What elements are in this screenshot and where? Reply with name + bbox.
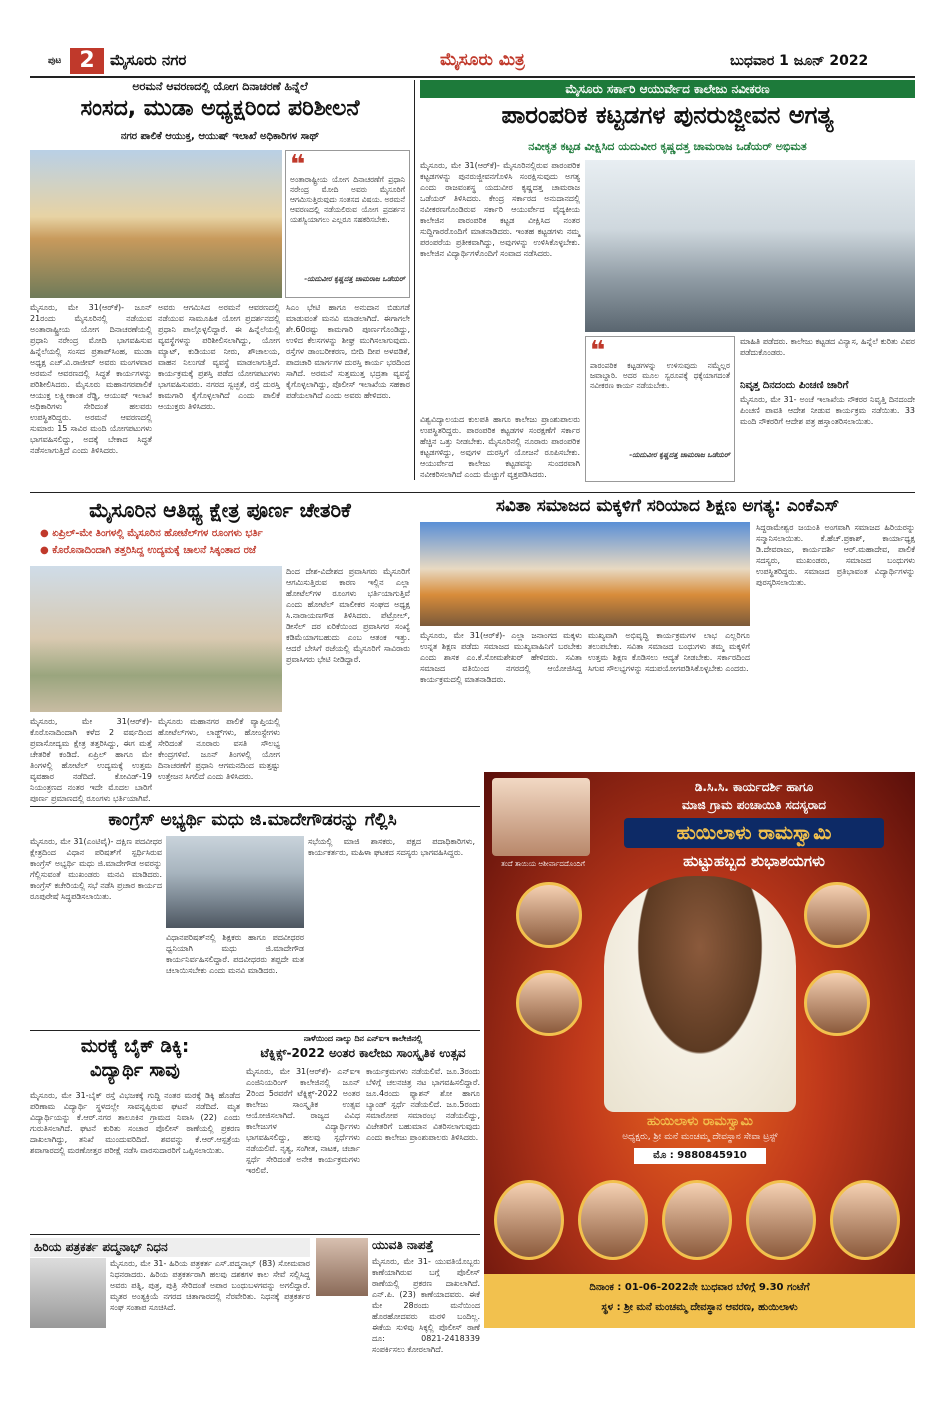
story1-quote-text: ಅಂತಾರಾಷ್ಟ್ರೀಯ ಯೋಗ ದಿನಾಚರಣೆಗೆ ಪ್ರಧಾನಿ ನರೇಂದ್ರ ಮೋದಿ ಅವರು ಮೈಸೂರಿಗೆ ಆಗಮಿಸುತ್ತಿರುವುದು ಸಂತಸದ ವಿಷಯ. ಅರಮನೆ ಆವರಣದಲ್ಲಿ ನಡೆಯಲಿರುವ ಯೋಗ ಪ್ರದರ್ಶನ ಯಶಸ್ವಿಯಾಗಲು ಎಲ್ಲರೂ ಸಹಕರಿಸಬೇಕು.: [290, 175, 405, 224]
story6-headline-line1: ಮರಕ್ಕೆ ಬೈಕ್ ಡಿಕ್ಕಿ:: [80, 1036, 190, 1057]
ad-supporter-photo: [662, 1180, 732, 1260]
masthead: [30, 48, 915, 74]
story2-quote-text: ಪಾರಂಪರಿಕ ಕಟ್ಟಡಗಳನ್ನು ಉಳಿಸುವುದು ನಮ್ಮೆಲ್ಲರ ಜವಾಬ್ದಾರಿ. ಅದರ ಮೂಲ ಸ್ವರೂಪಕ್ಕೆ ಧಕ್ಕೆಯಾಗದಂತೆ ನವೀಕರಣ ಕಾರ್ಯ ನಡೆಯಬೇಕು.: [590, 361, 730, 390]
story1-body-col3: ಸಿಎಂ ಭೇಟಿ ಹಾಗೂ ಅನುದಾನ ಬಿಡುಗಡೆ ಮಾಡುವಂತೆ ಮನವಿ ಮಾಡಲಾಗಿದೆ. ಈಗಾಗಲೇ ಶೇ.60ರಷ್ಟು ಕಾಮಗಾರಿ ಪೂರ್ಣಗೊಂಡಿದ್ದು, ಉಳಿದ ಕೆಲಸಗಳನ್ನು ಶೀಘ್ರ ಮುಗಿಸಲಾಗುವುದು. ರಸ್ತೆಗಳ ಡಾಂಬರೀಕರಣ, ಬೀದಿ ದೀಪ ಅಳವಡಿಕೆ, ಪಾದಚಾರಿ ಮಾರ್ಗಗಳ ದುರಸ್ತಿ ಕಾರ್ಯ ಭರದಿಂದ ಸಾಗಿದೆ. ಅರಮನೆ ಸುತ್ತಮುತ್ತ ಭದ್ರತಾ ವ್ಯವಸ್ಥೆ ಕೈಗೊಳ್ಳಲಾಗಿದ್ದು, ಪೊಲೀಸ್ ಇಲಾಖೆಯ ಸಹಕಾರ ಪಡೆಯಲಾಗಿದೆ ಎಂದು ಅವರು ಹೇಳಿದರು.: [286, 303, 410, 400]
ad-supporter-row: [494, 1170, 905, 1268]
ad-person-name: ಹುಯಿಲಾಳು ರಾಮಸ್ವಾಮಿ: [647, 1114, 753, 1129]
story2-kicker: ಮೈಸೂರು ಸರ್ಕಾರಿ ಆಯುರ್ವೇದ ಕಾಲೇಜು ನವೀಕರಣ: [420, 80, 915, 98]
ad-supporter-photo: [804, 882, 870, 948]
story2-headline: ಪಾರಂಪರಿಕ ಕಟ್ಟಡಗಳ ಪುನರುಜ್ಜೀವನ ಅಗತ್ಯ: [501, 101, 834, 129]
ad-parents-caption: ತಂದೆ ತಾಯಿಯ ಆಶೀರ್ವಾದದೊಂದಿಗೆ: [501, 860, 585, 868]
section-rule: [30, 1030, 480, 1031]
story4-body-right: ಸಿದ್ದರಾಮೇಶ್ವರ ಜಯಂತಿ ಅಂಗವಾಗಿ ಸಮಾಜದ ಹಿರಿಯರನ್ನು ಸನ್ಮಾನಿಸಲಾಯಿತು. ಕೆ.ಹೆಚ್.ಪ್ರಕಾಶ್, ಕಾರ್ಯಾಧ್ಯಕ್ಷ ಡಿ.ದೇವರಾಜು, ಕಾರ್ಯದರ್ಶಿ ಆರ್.ಮಹಾದೇವ, ಪಾಲಿಕೆ ಸದಸ್ಯರು, ಮುಖಂಡರು, ಸಮಾಜದ ಬಂಧುಗಳು ಉಪಸ್ಥಿತರಿದ್ದರು. ಸಮಾಜದ ಪ್ರತಿಭಾವಂತ ವಿದ್ಯಾರ್ಥಿಗಳನ್ನು ಪುರಸ್ಕರಿಸಲಾಯಿತು.: [756, 523, 915, 587]
story7-body-left: ಮೈಸೂರು, ಮೇ 31(ಆರ್‌ಕೆ)- ಎನ್‌ಐಇ ಎಂಜಿನಿಯರಿಂಗ್ ಕಾಲೇಜಿನಲ್ಲಿ ಜೂನ್ 2ರಿಂದ 5ರವರೆಗೆ ಟೆಕ್ನಿಕ್ಸ್-2022 ಅಂತರ ಕಾಲೇಜು ಸಾಂಸ್ಕೃತಿಕ ಉತ್ಸವ ಆಯೋಜಿಸಲಾಗಿದೆ. ರಾಜ್ಯದ ವಿವಿಧ ಕಾಲೇಜುಗಳ ವಿದ್ಯಾರ್ಥಿಗಳು ಭಾಗವಹಿಸಲಿದ್ದು, ಹಲವು ಸ್ಪರ್ಧೆಗಳು ನಡೆಯಲಿವೆ. ನೃತ್ಯ, ಸಂಗೀತ, ನಾಟಕ, ಚರ್ಚಾ ಸ್ಪರ್ಧೆ ಸೇರಿದಂತೆ ಅನೇಕ ಕಾರ್ಯಕ್ರಮಗಳು ಇರಲಿವೆ.: [246, 1067, 360, 1175]
story7-kicker: ನಾಳೆಯಿಂದ ನಾಲ್ಕು ದಿನ ಎನ್‌ಐಇ ಕಾಲೇಜಿನಲ್ಲಿ: [303, 1034, 423, 1043]
page-number-badge: 2: [70, 48, 104, 74]
ad-wish: ಹುಟ್ಟುಹಬ್ಬದ ಶುಭಾಶಯಗಳು: [683, 852, 825, 870]
story1-subhead: ನಗರ ಪಾಲಿಕೆ ಆಯುಕ್ತ, ಆಯುಷ್ ಇಲಾಖೆ ಅಧಿಕಾರಿಗಳ ಸಾಥ್: [120, 131, 320, 142]
paper-name: ಮೈಸೂರು ಮಿತ್ರ: [440, 50, 525, 70]
story1-quote-box: [285, 150, 410, 298]
story4-body-mid: ಮುಖ್ಯವಾಗಿ ಅಭಿವೃದ್ಧಿ ಕಾರ್ಯಕ್ರಮಗಳ ಲಾಭ ಎಲ್ಲರಿಗೂ ತಲುಪಬೇಕು. ಸವಿತಾ ಸಮಾಜದ ಬಂಧುಗಳು ತಮ್ಮ ಮಕ್ಕಳಿಗೆ ಉತ್ತಮ ಶಿಕ್ಷಣ ಕೊಡಿಸಲು ಆದ್ಯತೆ ನೀಡಬೇಕು. ಸರ್ಕಾರದಿಂದ ಸಿಗುವ ಸೌಲಭ್ಯಗಳನ್ನು ಸದುಪಯೋಗಪಡಿಸಿಕೊಳ್ಳಬೇಕು ಎಂದರು.: [588, 631, 750, 673]
story6-headline-line2: ವಿದ್ಯಾರ್ಥಿ ಸಾವು: [90, 1060, 180, 1081]
story2-quote-box: [585, 336, 735, 482]
section-name: ಮೈಸೂರು ನಗರ: [110, 51, 187, 69]
masthead-rule: [30, 76, 915, 78]
story8-body: ಮೈಸೂರು, ಮೇ 31- ಹಿರಿಯ ಪತ್ರಕರ್ತ ಎಸ್.ಪದ್ಮನಾಭ್ (83) ಸೋಮವಾರ ನಿಧನರಾದರು. ಹಿರಿಯ ಪತ್ರಕರ್ತರಾಗಿ ಹಲವು ದಶಕಗಳ ಕಾಲ ಸೇವೆ ಸಲ್ಲಿಸಿದ್ದ ಅವರು ಪತ್ನಿ, ಪುತ್ರ, ಪುತ್ರಿ ಸೇರಿದಂತೆ ಅಪಾರ ಬಂಧುಬಳಗವನ್ನು ಅಗಲಿದ್ದಾರೆ. ಮೃತರ ಅಂತ್ಯಕ್ರಿಯೆ ನಗರದ ಚಿತಾಗಾರದಲ್ಲಿ ನೆರವೇರಿತು. ನಿಧನಕ್ಕೆ ಪತ್ರಕರ್ತರ ಸಂಘ ಸಂತಾಪ ಸೂಚಿಸಿದೆ.: [110, 1259, 310, 1312]
story3-body-mid: ಮೈಸೂರು ಮಹಾನಗರ ಪಾಲಿಕೆ ವ್ಯಾಪ್ತಿಯಲ್ಲಿ ಹೋಟೆಲ್‌ಗಳು, ಲಾಡ್ಜ್‌ಗಳು, ಹೋಂಸ್ಟೇಗಳು ಸೇರಿದಂತೆ ನೂರಾರು ವಸತಿ ಸೌಲಭ್ಯ ಕೇಂದ್ರಗಳಿವೆ. ಜೂನ್ ತಿಂಗಳಲ್ಲಿ ಯೋಗ ದಿನಾಚರಣೆಗೆ ಪ್ರಧಾನಿ ಆಗಮನದಿಂದ ಮತ್ತಷ್ಟು ಉತ್ತೇಜನ ಸಿಗಲಿದೆ ಎಂದು ತಿಳಿಸಿದರು.: [158, 717, 280, 781]
ad-main-portrait: [604, 876, 796, 1112]
story5-headline: ಕಾಂಗ್ರೆಸ್ ಅಭ್ಯರ್ಥಿ ಮಧು ಜಿ.ಮಾದೇಗೌಡರನ್ನು ಗೆಲ್ಲಿಸಿ: [108, 810, 397, 830]
page-label: ಪುಟ: [48, 56, 62, 66]
section-rule: [30, 492, 915, 493]
story3-body-left: ಮೈಸೂರು, ಮೇ 31(ಆರ್‌ಕೆ)-ಕೊರೊನಾದಿಂದಾಗಿ ಕಳೆದ 2 ವರ್ಷದಿಂದ ಪ್ರವಾಸೋದ್ಯಮ ಕ್ಷೇತ್ರ ತತ್ತರಿಸಿದ್ದು, ಈಗ ಮತ್ತೆ ಚೇತರಿಕೆ ಕಂಡಿದೆ. ಏಪ್ರಿಲ್ ಹಾಗೂ ಮೇ ತಿಂಗಳಲ್ಲಿ ಹೋಟೆಲ್ ಉದ್ಯಮಕ್ಕೆ ಉತ್ತಮ ವ್ಯವಹಾರ ನಡೆದಿದೆ. ಕೋವಿಡ್-19 ನಿಯಂತ್ರಣದ ನಂತರ ಇದೇ ಮೊದಲ ಬಾರಿಗೆ ಪೂರ್ಣ ಪ್ರಮಾಣದಲ್ಲಿ ರೂಂಗಳು ಭರ್ತಿಯಾಗಿವೆ.: [30, 717, 152, 803]
story5-body-right: ಸಭೆಯಲ್ಲಿ ಮಾಜಿ ಶಾಸಕರು, ಪಕ್ಷದ ಪದಾಧಿಕಾರಿಗಳು, ಕಾರ್ಯಕರ್ತರು, ಮಹಿಳಾ ಘಟಕದ ಸದಸ್ಯರು ಭಾಗವಹಿಸಿದ್ದರು.: [308, 837, 475, 857]
issue-date: ಬುಧವಾರ 1 ಜೂನ್ 2022: [730, 53, 869, 69]
story2-quote-byline: -ಯದುವೀರ ಕೃಷ್ಣದತ್ತ ಚಾಮರಾಜ ಒಡೆಯರ್: [629, 451, 730, 459]
pension-box-title: ನಿವೃತ್ತ ದಿನದಂದು ಪಿಂಚಣಿ ಜಾರಿಗೆ: [740, 380, 849, 391]
ad-supporter-photo: [804, 970, 870, 1036]
story1-photo: [30, 150, 282, 298]
story3-bullet1: [40, 528, 410, 539]
quote-mark-icon: ❝: [290, 150, 306, 180]
section-rule: [30, 1234, 480, 1235]
quote-mark-icon: ❝: [590, 336, 606, 366]
story7-headline: ಟೆಕ್ನಿಕ್ಸ್-2022 ಅಂತರ ಕಾಲೇಜು ಸಾಂಸ್ಕೃತಿಕ ಉತ್ಸವ: [260, 1046, 466, 1060]
story2-body-col3: ಮಾಹಿತಿ ಪಡೆದರು. ಕಾಲೇಜು ಕಟ್ಟಡದ ವಿನ್ಯಾಸ, ಹಿನ್ನೆಲೆ ಕುರಿತು ವಿವರ ಪಡೆದುಕೊಂಡರು.: [740, 337, 915, 357]
story8-headline: ಹಿರಿಯ ಪತ್ರಕರ್ತ ಪದ್ಮನಾಭ್ ನಿಧನ: [30, 1238, 310, 1257]
story1-quote-byline: -ಯದುವೀರ ಕೃಷ್ಣದತ್ತ ಚಾಮರಾಜ ಒಡೆಯರ್: [304, 275, 405, 283]
story4-photo: [420, 522, 750, 626]
ad-name-banner: ಹುಯಿಲಾಳು ರಾಮಸ್ವಾಮಿ: [624, 818, 884, 848]
column-divider: [414, 80, 415, 480]
section-rule: [30, 806, 480, 807]
story9-body: ಮೈಸೂರು, ಮೇ 31- ಯುವತಿಯೊಬ್ಬರು ಕಾಣೆಯಾಗಿರುವ ಬಗ್ಗೆ ಪೊಲೀಸ್ ಠಾಣೆಯಲ್ಲಿ ಪ್ರಕರಣ ದಾಖಲಾಗಿದೆ. ಎನ್.ಪಿ. (23) ಕಾಣೆಯಾದವರು. ಈಕೆ ಮೇ 28ರಂದು ಮನೆಯಿಂದ ಹೊರಹೋದವರು ಮರಳಿ ಬಂದಿಲ್ಲ. ಈಕೆಯ ಸುಳಿವು ಸಿಕ್ಕಲ್ಲಿ ಪೊಲೀಸ್ ಠಾಣೆ ದೂ: 0821-2418339 ಸಂಪರ್ಕಿಸಲು ಕೋರಲಾಗಿದೆ.: [372, 1257, 480, 1354]
story1-body-col1: ಮೈಸೂರು, ಮೇ 31(ಆರ್‌ಕೆ)- ಜೂನ್ 21ರಂದು ಮೈಸೂರಿನಲ್ಲಿ ನಡೆಯುವ ಅಂತಾರಾಷ್ಟ್ರೀಯ ಯೋಗ ದಿನಾಚರಣೆಯಲ್ಲಿ ಪ್ರಧಾನಿ ನರೇಂದ್ರ ಮೋದಿ ಭಾಗವಹಿಸುವ ಹಿನ್ನೆಲೆಯಲ್ಲಿ ಸಂಸದ ಪ್ರತಾಪ್‌ಸಿಂಹ, ಮುಡಾ ಅಧ್ಯಕ್ಷ ಎಚ್.ವಿ.ರಾಜೀವ್ ಅವರು ಮಂಗಳವಾರ ಅರಮನೆ ಆವರಣದಲ್ಲಿ ಸಿದ್ಧತೆ ಕಾರ್ಯಗಳನ್ನು ಪರಿಶೀಲಿಸಿದರು. ಮೈಸೂರು ಮಹಾನಗರಪಾಲಿಕೆ ಆಯುಕ್ತ ಲಕ್ಷ್ಮೀಕಾಂತ ರೆಡ್ಡಿ, ಆಯುಷ್ ಇಲಾಖೆ ಅಧಿಕಾರಿಗಳು ಸೇರಿದಂತೆ ಹಲವರು ಉಪಸ್ಥಿತರಿದ್ದರು. ಅರಮನೆ ಆವರಣದಲ್ಲಿ ಸುಮಾರು 15 ಸಾವಿರ ಮಂದಿ ಯೋಗಪಟುಗಳು ಭಾಗವಹಿಸಲಿದ್ದು, ಅದಕ್ಕೆ ಬೇಕಾದ ಸಿದ್ಧತೆ ನಡೆಸಲಾಗುತ್ತಿದೆ ಎಂದು ತಿಳಿಸಿದರು.: [30, 303, 152, 455]
ad-supporter-photo: [516, 882, 582, 948]
story9-photo: [316, 1238, 368, 1296]
story4-headline: ಸವಿತಾ ಸಮಾಜದ ಮಕ್ಕಳಿಗೆ ಸರಿಯಾದ ಶಿಕ್ಷಣ ಅಗತ್ಯ: ಎಂಕೆಎಸ್: [495, 496, 840, 516]
pension-box-body: ಮೈಸೂರು, ಮೇ 31- ಅಂಚೆ ಇಲಾಖೆಯ ನೌಕರರ ನಿವೃತ್ತಿ ದಿನದಂದೇ ಪಿಂಚಣಿ ಪಾವತಿ ಆದೇಶ ನೀಡುವ ಕಾರ್ಯಕ್ರಮ ನಡೆಯಿತು. 33 ಮಂದಿ ನೌಕರರಿಗೆ ಆದೇಶ ಪತ್ರ ಹಸ್ತಾಂತರಿಸಲಾಯಿತು.: [740, 395, 915, 426]
bullet-icon: ●: [40, 528, 53, 539]
ad-person-title: ಅಧ್ಯಕ್ಷರು, ಶ್ರೀ ಮನೆ ಮಂಚಮ್ಮ ದೇವಸ್ಥಾನ ಸೇವಾ ಟ್ರಸ್ಟ್: [622, 1132, 778, 1142]
ad-mobile: ಮೊ : 9880845910: [634, 1148, 766, 1164]
story5-body-left: ಮೈಸೂರು, ಮೇ 31(ಎಂಟಿವೈ)- ದಕ್ಷಿಣ ಪದವೀಧರ ಕ್ಷೇತ್ರದಿಂದ ವಿಧಾನ ಪರಿಷತ್‌ಗೆ ಸ್ಪರ್ಧಿಸಿರುವ ಕಾಂಗ್ರೆಸ್ ಅಭ್ಯರ್ಥಿ ಮಧು ಜಿ.ಮಾದೇಗೌಡ ಅವರನ್ನು ಗೆಲ್ಲಿಸುವಂತೆ ಮುಖಂಡರು ಮನವಿ ಮಾಡಿದರು. ಕಾಂಗ್ರೆಸ್ ಕಚೇರಿಯಲ್ಲಿ ಸಭೆ ನಡೆಸಿ ಪ್ರಚಾರ ಕಾರ್ಯದ ರೂಪುರೇಷೆ ಸಿದ್ಧಪಡಿಸಲಾಯಿತು.: [30, 837, 162, 901]
ad-line1: ಡಿ.ಸಿ.ಸಿ. ಕಾರ್ಯದರ್ಶಿ ಹಾಗೂ: [694, 780, 814, 794]
bullet-icon: ●: [40, 545, 53, 556]
ad-supporter-photo: [578, 1180, 648, 1260]
ad-footer: [484, 1274, 915, 1328]
story2-body-col1: ಮೈಸೂರು, ಮೇ 31(ಆರ್‌ಕೆ)- ಮೈಸೂರಿನಲ್ಲಿರುವ ಪಾರಂಪರಿಕ ಕಟ್ಟಡಗಳನ್ನು ಪುನರುಜ್ಜೀವನಗೊಳಿಸಿ ಸಂರಕ್ಷಿಸುವುದು ಅಗತ್ಯ ಎಂದು ರಾಜವಂಶಸ್ಥ ಯದುವೀರ ಕೃಷ್ಣದತ್ತ ಚಾಮರಾಜ ಒಡೆಯರ್ ತಿಳಿಸಿದರು. ಕೇಂದ್ರ ಸರ್ಕಾರದ ಅನುದಾನದಲ್ಲಿ ನವೀಕರಣಗೊಂಡಿರುವ ಸರ್ಕಾರಿ ಆಯುರ್ವೇದ ವೈದ್ಯಕೀಯ ಕಾಲೇಜಿನ ಪಾರಂಪರಿಕ ಕಟ್ಟಡ ವೀಕ್ಷಿಸಿದ ನಂತರ ಸುದ್ದಿಗಾರರೊಂದಿಗೆ ಮಾತನಾಡಿದರು. ಇಂತಹ ಕಟ್ಟಡಗಳು ನಮ್ಮ ಪರಂಪರೆಯ ಪ್ರತೀಕವಾಗಿದ್ದು, ಅವುಗಳನ್ನು ಉಳಿಸಿಕೊಳ್ಳಬೇಕು. ಕಾಲೇಜಿನ ವಿದ್ಯಾರ್ಥಿಗಳೊಂದಿಗೆ ಸಂವಾದ ನಡೆಸಿದರು.: [420, 161, 580, 258]
story5-photo: [166, 836, 304, 928]
ad-date-line: ದಿನಾಂಕ : 01-06-2022ನೇ ಬುಧವಾರ ಬೆಳಿಗ್ಗೆ 9.30 ಗಂಟೆಗೆ: [589, 1282, 810, 1293]
story3-bullet1-text: ಏಪ್ರಿಲ್-ಮೇ ತಿಂಗಳಲ್ಲಿ ಮೈಸೂರಿನ ಹೋಟೆಲ್‌ಗಳ ರೂಂಗಳು ಭರ್ತಿ: [52, 528, 263, 539]
ad-supporter-photo: [830, 1180, 900, 1260]
ad-parents-photo: [492, 778, 590, 856]
story6-body: ಮೈಸೂರು, ಮೇ 31-ಬೈಕ್ ರಸ್ತೆ ವಿಭಜಕಕ್ಕೆ ಗುದ್ದಿ ನಂತರ ಮರಕ್ಕೆ ಡಿಕ್ಕಿ ಹೊಡೆದ ಪರಿಣಾಮ ವಿದ್ಯಾರ್ಥಿ ಸ್ಥಳದಲ್ಲೇ ಸಾವನ್ನಪ್ಪಿರುವ ಘಟನೆ ನಡೆದಿದೆ. ಮೃತ ವಿದ್ಯಾರ್ಥಿಯನ್ನು ಕೆ.ಆರ್.ನಗರ ತಾಲೂಕಿನ ಗ್ರಾಮದ ನಿವಾಸಿ (22) ಎಂದು ಗುರುತಿಸಲಾಗಿದೆ. ಘಟನೆ ಕುರಿತು ಸಂಚಾರ ಪೊಲೀಸ್ ಠಾಣೆಯಲ್ಲಿ ಪ್ರಕರಣ ದಾಖಲಾಗಿದ್ದು, ತನಿಖೆ ಮುಂದುವರಿದಿದೆ. ಶವವನ್ನು ಕೆ.ಆರ್.ಆಸ್ಪತ್ರೆಯ ಶವಾಗಾರದಲ್ಲಿ ಮರಣೋತ್ತರ ಪರೀಕ್ಷೆ ನಡೆಸಿ ವಾರಸುದಾರರಿಗೆ ಒಪ್ಪಿಸಲಾಯಿತು.: [30, 1091, 240, 1155]
story7-body-right: ಕಾರ್ಯಕ್ರಮಗಳು ನಡೆಯಲಿವೆ. ಜೂ.3ರಂದು ಬೆಳಿಗ್ಗೆ ಚಲನಚಿತ್ರ ನಟ ಭಾಗವಹಿಸಲಿದ್ದಾರೆ. ಜೂ.4ರಂದು ಫ್ಯಾಶನ್ ಶೋ ಹಾಗೂ ಬ್ಯಾಂಡ್ ಸ್ಪರ್ಧೆ ನಡೆಯಲಿದೆ. ಜೂ.5ರಂದು ಸಮಾರೋಪ ಸಮಾರಂಭ ನಡೆಯಲಿದ್ದು, ವಿಜೇತರಿಗೆ ಬಹುಮಾನ ವಿತರಿಸಲಾಗುವುದು ಎಂದು ಕಾಲೇಜು ಪ್ರಾಂಶುಪಾಲರು ತಿಳಿಸಿದರು.: [366, 1067, 480, 1142]
ad-supporter-photo: [746, 1180, 816, 1260]
ad-supporter-photo: [516, 970, 582, 1036]
story9-headline: ಯುವತಿ ನಾಪತ್ತೆ: [372, 1238, 434, 1252]
story1-kicker: ಅರಮನೆ ಆವರಣದಲ್ಲಿ ಯೋಗ ದಿನಾಚರಣೆ ಹಿನ್ನೆಲೆ: [132, 80, 308, 93]
story3-photo: [30, 566, 282, 712]
story4-body-left: ಮೈಸೂರು, ಮೇ 31(ಆರ್‌ಕೆ)- ಎಲ್ಲಾ ಜನಾಂಗದ ಮಕ್ಕಳು ಉನ್ನತ ಶಿಕ್ಷಣ ಪಡೆದು ಸಮಾಜದ ಮುಖ್ಯವಾಹಿನಿಗೆ ಬರಬೇಕು ಎಂದು ಶಾಸಕ ಎಂ.ಕೆ.ಸೋಮಶೇಖರ್ ಹೇಳಿದರು. ಸವಿತಾ ಸಮಾಜದ ವತಿಯಿಂದ ನಗರದಲ್ಲಿ ಆಯೋಜಿಸಿದ್ದ ಕಾರ್ಯಕ್ರಮದಲ್ಲಿ ಮಾತನಾಡಿದರು.: [420, 631, 582, 684]
story2-photo: [585, 160, 915, 332]
story5-body-mid: ವಿಧಾನಪರಿಷತ್‌ನಲ್ಲಿ ಶಿಕ್ಷಕರು ಹಾಗೂ ಪದವೀಧರರ ಧ್ವನಿಯಾಗಿ ಮಧು ಜಿ.ಮಾದೇಗೌಡ ಕಾರ್ಯನಿರ್ವಹಿಸಲಿದ್ದಾರೆ. ಪದವೀಧರರು ತಪ್ಪದೇ ಮತ ಚಲಾಯಿಸಬೇಕು ಎಂದು ಮನವಿ ಮಾಡಿದರು.: [166, 933, 304, 975]
story3-bullet2-text: ಕೊರೊನಾದಿಂದಾಗಿ ತತ್ತರಿಸಿದ್ದ ಉದ್ಯಮಕ್ಕೆ ಚಾಲನೆ ಸಿಕ್ಕಂತಾದ ರಜೆ: [52, 545, 256, 556]
ad-supporter-photo: [494, 1180, 564, 1260]
story3-bullet2: [40, 545, 410, 556]
ad-line2: ಮಾಜಿ ಗ್ರಾಮ ಪಂಚಾಯಿತಿ ಸದಸ್ಯರಾದ: [681, 798, 827, 812]
story2-body-col2: ವಿಶ್ವವಿದ್ಯಾಲಯದ ಕುಲಪತಿ ಹಾಗೂ ಕಾಲೇಜು ಪ್ರಾಂಶುಪಾಲರು ಉಪಸ್ಥಿತರಿದ್ದರು. ಪಾರಂಪರಿಕ ಕಟ್ಟಡಗಳ ಸಂರಕ್ಷಣೆಗೆ ಸರ್ಕಾರ ಹೆಚ್ಚಿನ ಒತ್ತು ನೀಡಬೇಕು. ಮೈಸೂರಿನಲ್ಲಿ ನೂರಾರು ಪಾರಂಪರಿಕ ಕಟ್ಟಡಗಳಿದ್ದು, ಅವುಗಳ ದುರಸ್ತಿಗೆ ಯೋಜನೆ ರೂಪಿಸಬೇಕು. ಆಯುರ್ವೇದ ಕಾಲೇಜು ಕಟ್ಟಡವನ್ನು ಸುಂದರವಾಗಿ ನವೀಕರಿಸಲಾಗಿದೆ ಎಂದು ಮೆಚ್ಚುಗೆ ವ್ಯಕ್ತಪಡಿಸಿದರು.: [420, 415, 580, 479]
story3-headline: ಮೈಸೂರಿನ ಆತಿಥ್ಯ ಕ್ಷೇತ್ರ ಪೂರ್ಣ ಚೇತರಿಕೆ: [89, 498, 351, 522]
story1-body-col2: ಅವರು ಆಗಮಿಸಿದ ಅರಮನೆ ಆವರಣದಲ್ಲಿ ನಡೆಯುವ ಸಾಮೂಹಿಕ ಯೋಗ ಪ್ರದರ್ಶನದಲ್ಲಿ ಪ್ರಧಾನಿ ಪಾಲ್ಗೊಳ್ಳಲಿದ್ದಾರೆ. ಈ ಹಿನ್ನೆಲೆಯಲ್ಲಿ ವ್ಯವಸ್ಥೆಗಳನ್ನು ಪರಿಶೀಲಿಸಲಾಗಿದ್ದು, ಯೋಗ ಮ್ಯಾಟ್, ಕುಡಿಯುವ ನೀರು, ಶೌಚಾಲಯ, ವಾಹನ ನಿಲುಗಡೆ ವ್ಯವಸ್ಥೆ ಮಾಡಲಾಗುತ್ತಿದೆ. ಕಾರ್ಯಕ್ರಮಕ್ಕೆ ಪ್ರಶಸ್ತಿ ಪಡೆದ ಯೋಗಪಟುಗಳು ಭಾಗವಹಿಸುವರು. ನಗರದ ಸ್ವಚ್ಛತೆ, ರಸ್ತೆ ದುರಸ್ತಿ ಕಾಮಗಾರಿ ಕೈಗೊಳ್ಳಲಾಗಿದೆ ಎಂದು ಪಾಲಿಕೆ ಆಯುಕ್ತರು ತಿಳಿಸಿದರು.: [158, 303, 280, 411]
story3-body-right: ದಿಂದ ದೇಶ-ವಿದೇಶದ ಪ್ರವಾಸಿಗರು ಮೈಸೂರಿಗೆ ಆಗಮಿಸುತ್ತಿರುವ ಕಾರಣ ಇಲ್ಲಿನ ಎಲ್ಲಾ ಹೋಟೆಲ್‌ಗಳ ರೂಂಗಳು ಭರ್ತಿಯಾಗುತ್ತಿವೆ ಎಂದು ಹೋಟೆಲ್ ಮಾಲೀಕರ ಸಂಘದ ಅಧ್ಯಕ್ಷ ಸಿ.ನಾರಾಯಣಗೌಡ ತಿಳಿಸಿದರು. ಪೆಟ್ರೋಲ್, ಡೀಸೆಲ್ ದರ ಏರಿಕೆಯಿಂದ ಪ್ರವಾಸಿಗರ ಸಂಖ್ಯೆ ಕಡಿಮೆಯಾಗಬಹುದು ಎಂಬ ಆತಂಕ ಇತ್ತು. ಆದರೆ ಬೇಸಿಗೆ ರಜೆಯಲ್ಲಿ ಮೈಸೂರಿಗೆ ಸಾವಿರಾರು ಪ್ರವಾಸಿಗರು ಭೇಟಿ ನೀಡಿದ್ದಾರೆ.: [286, 567, 410, 664]
birthday-ad: [484, 772, 915, 1328]
story2-subhead: ನವೀಕೃತ ಕಟ್ಟಡ ವೀಕ್ಷಿಸಿದ ಯದುವೀರ ಕೃಷ್ಣದತ್ತ ಚಾಮರಾಜ ಒಡೆಯರ್ ಅಭಿಮತ: [528, 140, 807, 153]
ad-venue-line: ಸ್ಥಳ : ಶ್ರೀ ಮನೆ ಮಂಚಮ್ಮ ದೇವಸ್ಥಾನ ಆವರಣ, ಹುಯಿಲಾಳು: [601, 1302, 798, 1313]
story8-photo: [30, 1258, 106, 1328]
story1-headline: ಸಂಸದ, ಮುಡಾ ಅಧ್ಯಕ್ಷರಿಂದ ಪರಿಶೀಲನೆ: [80, 96, 360, 121]
